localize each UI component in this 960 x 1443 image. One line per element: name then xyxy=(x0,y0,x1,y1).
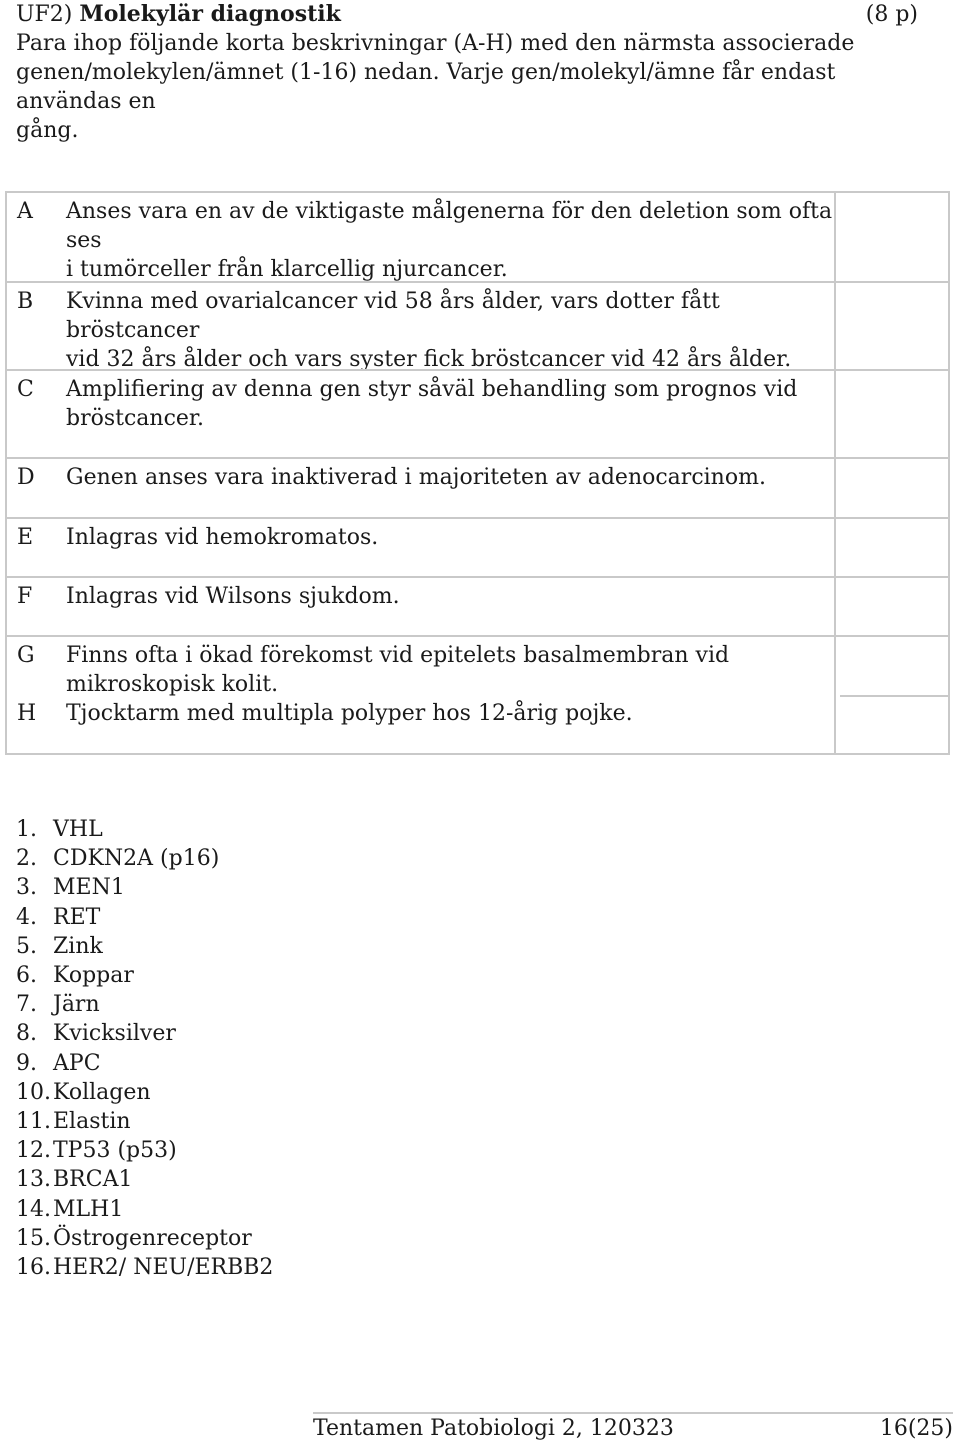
row-description xyxy=(66,463,836,492)
answer-divider xyxy=(840,457,948,459)
description-line: i tumörceller från klarcellig njurcancer. xyxy=(66,257,508,282)
row-description xyxy=(66,699,836,728)
table-row xyxy=(7,695,840,753)
exam-name: Tentamen Patobiologi 2, 120323 xyxy=(313,1416,674,1441)
question-title xyxy=(16,0,341,29)
option-label: Kollagen xyxy=(53,1079,151,1105)
instruction-line-2: genen/molekylen/ämnet (1-16) nedan. Varje gen/molekyl/ämne får endast användas en xyxy=(16,60,836,114)
matching-table xyxy=(5,191,950,755)
list-item xyxy=(16,815,273,844)
option-number: 15. xyxy=(16,1225,51,1251)
option-number: 10. xyxy=(16,1079,51,1105)
option-number: 2. xyxy=(16,846,37,872)
option-number: 6. xyxy=(16,963,37,989)
row-description xyxy=(66,287,836,374)
answer-divider xyxy=(840,695,948,697)
list-item xyxy=(16,1049,273,1078)
option-label: APC xyxy=(53,1050,101,1076)
description-line: vid 32 års ålder och vars syster fick bröstcancer vid 42 års ålder. xyxy=(66,347,792,372)
option-label: RET xyxy=(53,904,101,930)
question-points: (8 p) xyxy=(865,2,918,27)
list-item xyxy=(16,1165,273,1194)
table-row xyxy=(7,635,840,695)
answer-divider xyxy=(840,576,948,578)
question-code: UF2) xyxy=(16,2,73,27)
option-label: BRCA1 xyxy=(53,1167,133,1193)
answer-divider xyxy=(840,635,948,637)
option-label: Östrogenreceptor xyxy=(53,1225,252,1251)
option-number: 8. xyxy=(16,1021,37,1047)
row-description xyxy=(66,375,836,433)
list-item xyxy=(16,1136,273,1165)
option-number: 4. xyxy=(16,904,37,930)
option-number: 5. xyxy=(16,933,37,959)
instruction-line-3: gång. xyxy=(16,118,79,143)
option-number: 14. xyxy=(16,1196,51,1222)
option-number: 9. xyxy=(16,1050,37,1076)
question-header xyxy=(16,0,926,145)
table-row xyxy=(7,517,840,576)
option-number: 7. xyxy=(16,992,37,1018)
instruction-line-1: Para ihop följande korta beskrivningar (A-H) med den närmsta associerade xyxy=(16,31,855,56)
list-item xyxy=(16,932,273,961)
list-item xyxy=(16,961,273,990)
description-line: Genen anses vara inaktiverad i majoriteten av adenocarcinom. xyxy=(66,465,766,490)
table-row xyxy=(7,193,840,281)
row-letter: G xyxy=(17,643,35,668)
row-description xyxy=(66,197,836,284)
answer-column xyxy=(834,193,948,753)
description-line: Inlagras vid Wilsons sjukdom. xyxy=(66,584,400,609)
answer-divider xyxy=(840,281,948,283)
row-letter: B xyxy=(17,289,34,314)
description-line: Anses vara en av de viktigaste målgenerna för den deletion som ofta ses xyxy=(66,199,833,253)
option-number: 11. xyxy=(16,1109,51,1135)
table-row xyxy=(7,369,840,457)
option-label: Koppar xyxy=(53,963,134,989)
answer-options-list xyxy=(16,815,273,1282)
option-label: TP53 (p53) xyxy=(53,1138,177,1164)
table-row xyxy=(7,457,840,517)
option-label: CDKN2A (p16) xyxy=(53,846,220,872)
table-row xyxy=(7,281,840,372)
option-number: 1. xyxy=(16,817,37,842)
list-item xyxy=(16,844,273,873)
option-label: Zink xyxy=(53,933,103,959)
page-footer xyxy=(313,1412,953,1443)
list-item xyxy=(16,1078,273,1107)
row-letter: A xyxy=(17,199,33,224)
option-label: MLH1 xyxy=(53,1196,124,1222)
row-letter: E xyxy=(17,525,34,550)
list-item xyxy=(16,1019,273,1048)
title-line xyxy=(16,0,926,29)
description-line: Kvinna med ovarialcancer vid 58 års ålder, vars dotter fått bröstcancer xyxy=(66,289,720,343)
row-letter: C xyxy=(17,377,34,402)
option-number: 16. xyxy=(16,1255,51,1281)
list-item xyxy=(16,1107,273,1136)
description-line: Amplifiering av denna gen styr såväl behandling som prognos vid xyxy=(66,377,798,402)
list-item xyxy=(16,1195,273,1224)
description-line: Inlagras vid hemokromatos. xyxy=(66,525,379,550)
option-label: Kvicksilver xyxy=(53,1021,176,1047)
list-item xyxy=(16,873,273,902)
row-letter: F xyxy=(17,584,33,609)
description-line: mikroskopisk kolit. xyxy=(66,672,279,697)
list-item xyxy=(16,1224,273,1253)
page-number: 16(25) xyxy=(879,1416,953,1441)
table-row xyxy=(7,576,840,635)
list-item xyxy=(16,1253,273,1282)
row-letter: D xyxy=(17,465,35,490)
row-description xyxy=(66,641,836,699)
option-label: VHL xyxy=(53,817,103,842)
description-line: Finns ofta i ökad förekomst vid epitelets basalmembran vid xyxy=(66,643,730,668)
description-line: bröstcancer. xyxy=(66,406,205,431)
option-label: HER2/ NEU/ERBB2 xyxy=(53,1255,274,1281)
row-description xyxy=(66,582,836,611)
option-label: Elastin xyxy=(53,1109,131,1135)
row-letter: H xyxy=(17,701,37,726)
question-topic: Molekylär diagnostik xyxy=(79,1,341,27)
option-label: Järn xyxy=(53,992,100,1018)
row-description xyxy=(66,523,836,552)
description-line: Tjocktarm med multipla polyper hos 12-årig pojke. xyxy=(66,701,633,726)
list-item xyxy=(16,990,273,1019)
option-number: 13. xyxy=(16,1167,51,1193)
answer-divider xyxy=(840,517,948,519)
option-label: MEN1 xyxy=(53,875,125,901)
list-item xyxy=(16,903,273,932)
answer-divider xyxy=(840,369,948,371)
option-number: 3. xyxy=(16,875,37,901)
option-number: 12. xyxy=(16,1138,51,1164)
